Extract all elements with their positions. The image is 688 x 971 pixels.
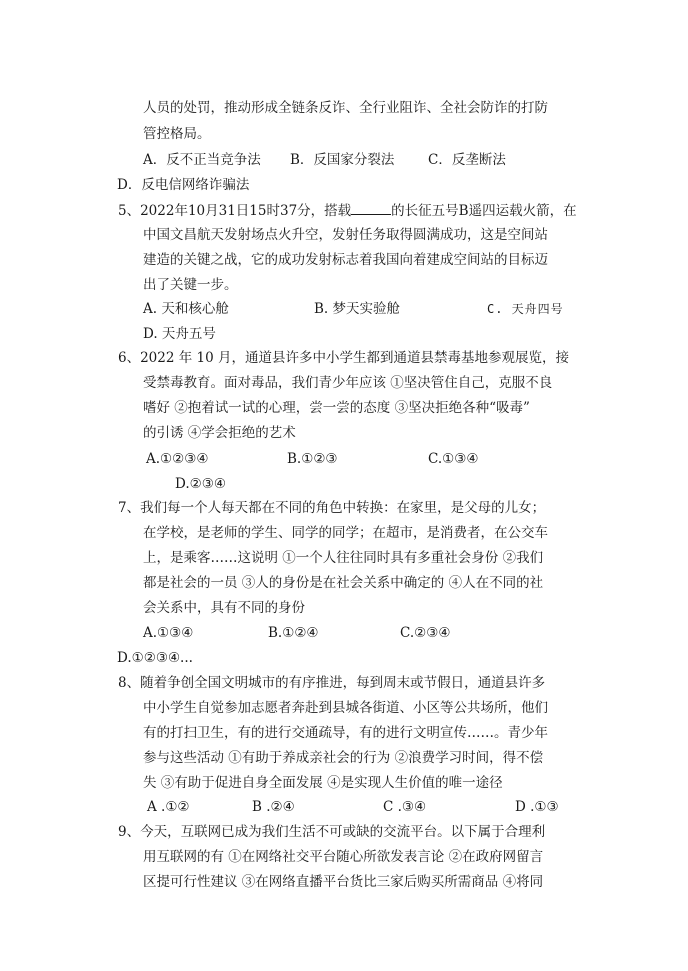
- q6-option-b: B.①②③: [287, 451, 338, 467]
- q8-line1: [118, 673, 545, 693]
- q4-text-line1: 人员的处罚，推动形成全链条反诈、全行业阻诈、全社会防诈的打防: [143, 100, 548, 116]
- q5-line1-post: 的长征五号B遥四运载火箭，在: [391, 203, 577, 219]
- q5-line1: [118, 200, 577, 220]
- q7-number: 7、: [118, 500, 141, 516]
- q7-line2: 在学校，是老师的学生、同学的同学；在超市，是消费者，在公交车: [143, 525, 548, 541]
- q4-option-c: C．反垄断法: [428, 152, 506, 168]
- q7-option-b: B.①②④: [268, 625, 319, 641]
- q5-option-d: [143, 324, 216, 344]
- q5-option-c: C. 天舟四号: [487, 302, 564, 316]
- q4-option-b: B．反国家分裂法: [290, 152, 395, 168]
- q8-option-d: D .①③: [515, 799, 559, 815]
- q7-line3: 上，是乘客……这说明 ①一个人往往同时具有多重社会身份 ②我们: [143, 550, 544, 566]
- q9-line2: 用互联网的有 ①在网络社交平台随心所欲发表言论 ②在政府网留言: [143, 849, 544, 865]
- q5-number: 5、: [118, 203, 141, 219]
- q8-line2: 中小学生自觉参加志愿者奔赴到县城各街道、小区等公共场所，他们: [143, 700, 548, 716]
- q5-option-a: A. 天和核心舱: [143, 301, 229, 317]
- q4-text-line2: 管控格局。: [143, 126, 211, 142]
- q6-line1: [118, 348, 569, 368]
- q9-number: 9、: [118, 824, 141, 840]
- q5-option-b: B. 梦天实验舱: [314, 301, 401, 317]
- q7-option-a: A.①③④: [143, 625, 194, 641]
- q5-line1-pre: 2022年10月31日15时37分，搭载: [140, 203, 352, 219]
- q7-line5: 会关系中，具有不同的身份: [143, 600, 305, 616]
- q6-line1-text: 2022 年 10 月，通道县许多中小学生都到通道县禁毒基地参观展览，接: [140, 350, 570, 366]
- q8-line3: 有的打扫卫生，有的进行交通疏导，有的进行文明宣传……。青少年: [143, 725, 548, 741]
- q6-line4: 的引诱 ④学会拒绝的艺术: [143, 425, 296, 441]
- q6-option-c: C.①③④: [428, 451, 479, 467]
- q6-option-d: D.②③④: [175, 476, 226, 492]
- q5-line3: 建造的关键之战，它的成功发射标志着我国向着建成空间站的目标迈: [143, 252, 548, 268]
- q6-line2: 受禁毒教育。面对毒品，我们青少年应该 ①坚决管住自己，克服不良: [143, 375, 553, 391]
- q4-option-d: D．反电信网络诈骗法: [117, 177, 250, 193]
- q8-option-a: A .①②: [147, 799, 190, 815]
- q6-number: 6、: [118, 350, 141, 366]
- q6-line3: 嗜好 ②抱着试一试的心理，尝一尝的态度 ③坚决拒绝各种“吸毒”: [143, 400, 530, 416]
- q5-line4: 出了关键一步。: [143, 277, 238, 293]
- q7-line1: [118, 498, 545, 518]
- q6-option-a: A.①②③④: [146, 451, 209, 467]
- q8-option-b: B .②④: [252, 799, 295, 815]
- q8-option-c: C .③④: [383, 799, 427, 815]
- q7-option-d: D.①②③④...: [117, 650, 193, 666]
- q9-line3: 区提可行性建议 ③在网络直播平台货比三家后购买所需商品 ④将同: [143, 874, 544, 890]
- q8-line4: 参与这些活动 ①有助于养成亲社会的行为 ②浪费学习时间，得不偿: [143, 750, 544, 766]
- q7-line4: 都是社会的一员 ③人的身份是在社会关系中确定的 ④人在不同的社: [143, 575, 544, 591]
- q5-option-d-label: D. 天舟五号: [143, 326, 216, 342]
- q5-line2: 中国文昌航天发射场点火升空，发射任务取得圆满成功，这是空间站: [143, 227, 548, 243]
- q9-line1: [118, 822, 545, 842]
- q8-line5: 失 ③有助于促进自身全面发展 ④是实现人生价值的唯一途径: [143, 775, 503, 791]
- q8-line1-text: 随着争创全国文明城市的有序推进，每到周末或节假日，通道县许多: [140, 675, 546, 691]
- q8-number: 8、: [118, 675, 141, 691]
- q4-option-a: A．反不正当竞争法: [143, 152, 261, 168]
- q7-option-c: C.②③④: [400, 625, 451, 641]
- q5-fill-blank: [351, 200, 391, 215]
- q9-line1-text: 今天，互联网已成为我们生活不可或缺的交流平台。以下属于合理利: [140, 824, 546, 840]
- q7-line1-text: 我们每一个人每天都在不同的角色中转换：在家里，是父母的儿女；: [140, 500, 546, 516]
